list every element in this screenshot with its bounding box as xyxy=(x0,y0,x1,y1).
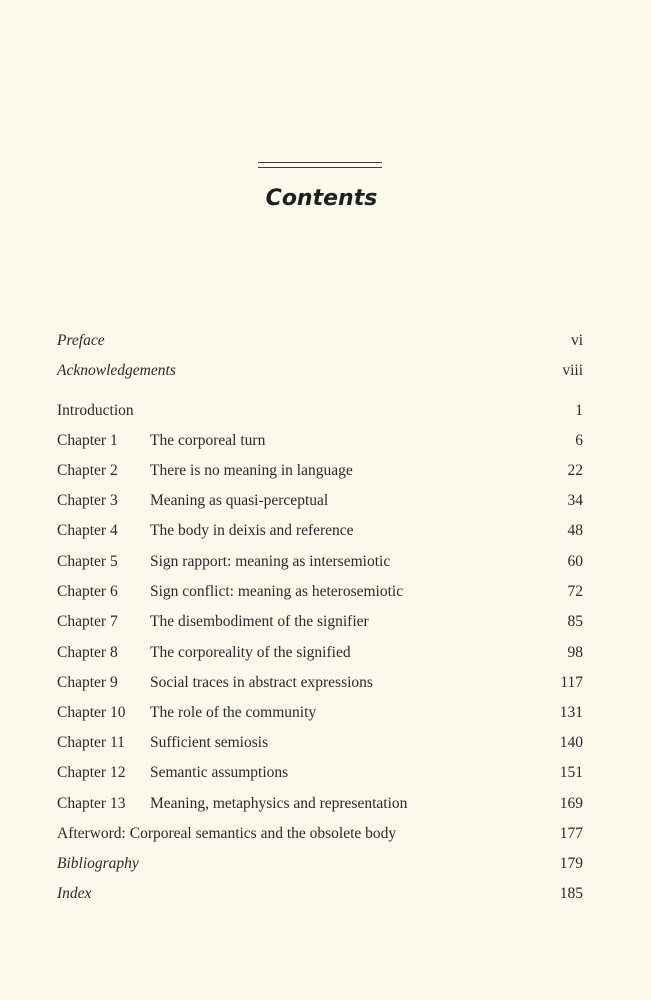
chapter-number: Chapter 12 xyxy=(57,764,126,781)
toc-page-number: 177 xyxy=(559,825,583,842)
page-title: Contents xyxy=(265,186,378,211)
chapter-title: Sign conflict: meaning as heterosemiotic xyxy=(150,583,404,600)
toc-entry-chapter-8[interactable] xyxy=(57,642,583,664)
toc-page-number: 1 xyxy=(575,402,583,419)
chapter-number: Chapter 11 xyxy=(57,734,125,751)
toc-label: Preface xyxy=(57,332,105,349)
toc-entry-introduction[interactable] xyxy=(57,400,583,422)
chapter-title: Sufficient semiosis xyxy=(150,734,269,751)
chapter-number: Chapter 1 xyxy=(57,432,118,449)
toc-entry-chapter-13[interactable] xyxy=(57,793,583,815)
toc-page-number: 48 xyxy=(567,522,583,539)
chapter-number: Chapter 5 xyxy=(57,553,118,570)
chapter-title: The role of the community xyxy=(150,704,317,721)
toc-entry-chapter-12[interactable] xyxy=(57,762,583,784)
chapter-title: The corporeal turn xyxy=(150,432,266,449)
toc-entry-chapter-9[interactable] xyxy=(57,672,583,694)
chapter-number: Chapter 7 xyxy=(57,613,118,630)
toc-entry-chapter-10[interactable] xyxy=(57,702,583,724)
toc-page-number: vi xyxy=(570,332,583,349)
chapter-title: There is no meaning in language xyxy=(150,462,353,479)
title-rule-top xyxy=(258,162,382,163)
chapter-title: Meaning as quasi-perceptual xyxy=(150,492,329,509)
toc-page-number: 85 xyxy=(567,613,583,630)
toc-page-number: 140 xyxy=(559,734,583,751)
toc-entry-chapter-4[interactable] xyxy=(57,520,583,542)
toc-label: Index xyxy=(57,885,92,902)
toc-entry-chapter-5[interactable] xyxy=(57,551,583,573)
toc-page-number: 34 xyxy=(567,492,583,509)
chapter-title: Meaning, metaphysics and representation xyxy=(150,795,408,812)
chapter-title: The body in deixis and reference xyxy=(150,522,354,539)
toc-label: Bibliography xyxy=(57,855,139,872)
toc-entry-chapter-1[interactable] xyxy=(57,430,583,452)
chapter-title: Sign rapport: meaning as intersemiotic xyxy=(150,553,391,570)
toc-label: Afterword: Corporeal semantics and the obsolete body xyxy=(57,825,397,842)
toc-entry-afterword[interactable] xyxy=(57,823,583,845)
chapter-number: Chapter 9 xyxy=(57,674,118,691)
toc-page-number: 131 xyxy=(559,704,583,721)
toc-page-number: 60 xyxy=(567,553,583,570)
chapter-number: Chapter 13 xyxy=(57,795,126,812)
toc-page-number: 22 xyxy=(567,462,583,479)
toc-entry-chapter-11[interactable] xyxy=(57,732,583,754)
toc-entry-chapter-7[interactable] xyxy=(57,611,583,633)
toc-entry-chapter-6[interactable] xyxy=(57,581,583,603)
chapter-title: Semantic assumptions xyxy=(150,764,289,781)
chapter-number: Chapter 8 xyxy=(57,644,118,661)
toc-page-number: 185 xyxy=(559,885,583,902)
chapter-number: Chapter 6 xyxy=(57,583,118,600)
toc-page-number: 117 xyxy=(560,674,583,691)
chapter-title: The corporeality of the signified xyxy=(150,644,351,661)
toc-page-number: 98 xyxy=(567,644,583,661)
chapter-number: Chapter 10 xyxy=(57,704,126,721)
toc-entry-chapter-3[interactable] xyxy=(57,490,583,512)
chapter-title: Social traces in abstract expressions xyxy=(150,674,373,691)
toc-page-number: 169 xyxy=(559,795,583,812)
toc-label: Introduction xyxy=(57,402,134,419)
toc-entry-preface[interactable] xyxy=(57,330,583,352)
toc-entry-bibliography[interactable] xyxy=(57,853,583,875)
toc-entry-chapter-2[interactable] xyxy=(57,460,583,482)
toc-page-number: 72 xyxy=(567,583,583,600)
toc-label: Acknowledgements xyxy=(57,362,176,379)
toc-page-number: 151 xyxy=(559,764,583,781)
chapter-number: Chapter 4 xyxy=(57,522,118,539)
toc-entry-acknowledgements[interactable] xyxy=(57,360,583,382)
toc-entry-index[interactable] xyxy=(57,883,583,905)
toc-page-number: viii xyxy=(562,362,583,379)
chapter-number: Chapter 2 xyxy=(57,462,118,479)
title-rule-bottom xyxy=(258,167,382,168)
toc-page-number: 6 xyxy=(575,432,583,449)
chapter-number: Chapter 3 xyxy=(57,492,118,509)
chapter-title: The disembodiment of the signifier xyxy=(150,613,369,630)
toc-page-number: 179 xyxy=(559,855,583,872)
